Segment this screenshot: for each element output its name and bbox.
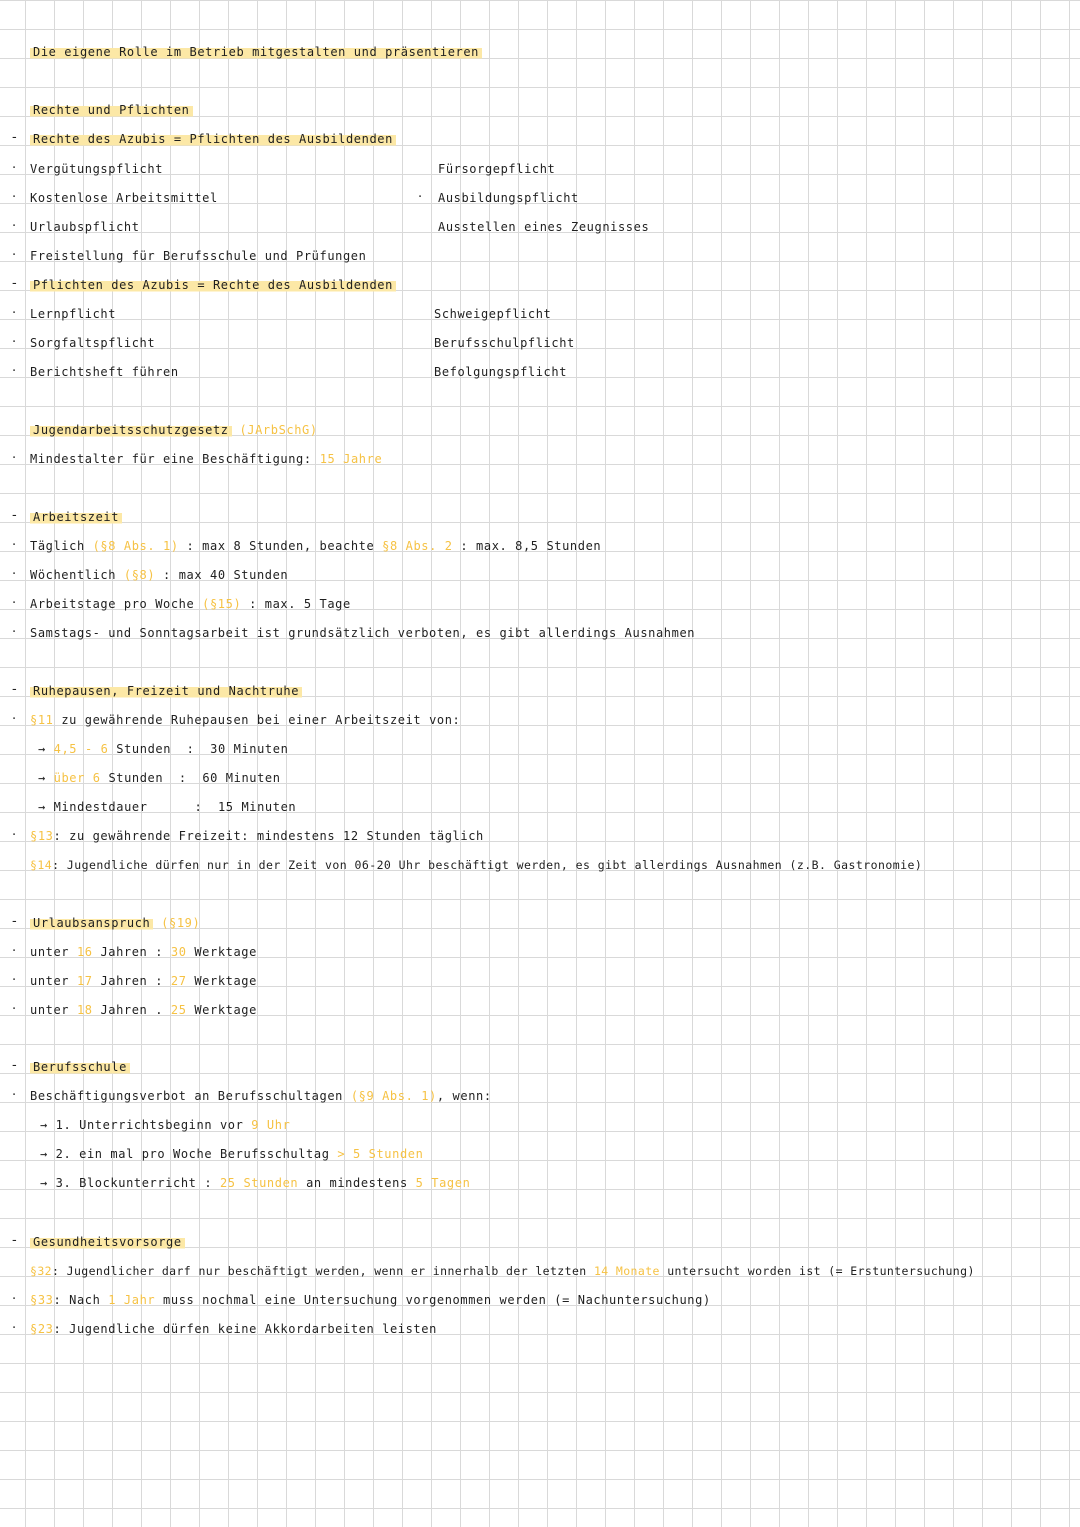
p23-line: §23: Jugendliche dürfen keine Akkordarbeiten leisten [30, 1322, 437, 1336]
pause-row-1: → 4,5 - 6 Stunden : 30 Minuten [38, 742, 289, 756]
dash-marker: - [12, 508, 17, 523]
berufsschule-item-2: → 2. ein mal pro Woche Berufsschultag > 5 Stunden [40, 1147, 424, 1161]
bullet-marker: · [12, 596, 17, 611]
rights-heading: Rechte und Pflichten [30, 102, 193, 118]
dash-marker: - [12, 1058, 17, 1073]
berufsschule-item-3: → 3. Blockunterricht : 25 Stunden an mindestens 5 Tagen [40, 1176, 471, 1190]
berufsschule-heading: Berufsschule [30, 1059, 130, 1075]
arrow-right-icon: → [40, 1147, 48, 1161]
berufsschule-intro: Beschäftigungsverbot an Berufsschultagen (§9 Abs. 1), wenn: [30, 1089, 492, 1103]
ruhe-heading: Ruhepausen, Freizeit und Nachtruhe [30, 683, 302, 699]
jarbschg-heading: Jugendarbeitsschutzgesetz (JArbSchG) [30, 422, 318, 438]
bullet-marker: · [12, 828, 17, 843]
bullet-marker: · [12, 306, 17, 321]
gesundheit-heading: Gesundheitsvorsorge [30, 1234, 185, 1250]
page-title [30, 44, 482, 60]
right-item: Urlaubspflicht [30, 220, 140, 234]
bullet-marker: · [12, 161, 17, 176]
arrow-right-icon: → [38, 800, 46, 814]
p14-line: §14: Jugendliche dürfen nur in der Zeit von 06-20 Uhr beschäftigt werden, es gibt allerdings Ausnahmen (z.B. Gastronomie) [30, 858, 923, 872]
arrow-right-icon: → [40, 1118, 48, 1132]
urlaub-row: unter 18 Jahren . 25 Werktage [30, 1003, 257, 1017]
duty-item: Berichtsheft führen [30, 365, 179, 379]
right-item: Ausbildungspflicht [438, 191, 579, 205]
right-item: Ausstellen eines Zeugnisses [438, 220, 650, 234]
dash-marker: - [12, 130, 17, 145]
p32-line: §32: Jugendlicher darf nur beschäftigt werden, wenn er innerhalb der letzten 14 Monate untersucht worden ist (= Erstuntersuchung) [30, 1264, 975, 1278]
min-age-value: 15 Jahre [319, 452, 383, 466]
p33-line: §33: Nach 1 Jahr muss nochmal eine Untersuchung vorgenommen werden (= Nachuntersuchung) [30, 1293, 711, 1307]
dash-marker: - [12, 276, 17, 291]
pause-row-3: → Mindestdauer : 15 Minuten [38, 800, 297, 814]
bullet-marker: · [12, 451, 17, 466]
duty-item: Sorgfaltspflicht [30, 336, 156, 350]
bullet-marker: · [12, 190, 17, 205]
min-age-line: Mindestalter für eine Beschäftigung: 15 Jahre [30, 452, 383, 466]
bullet-marker: · [12, 712, 17, 727]
dash-marker: - [12, 682, 17, 697]
title-text: Die eigene Rolle im Betrieb mitgestalten und präsentieren [30, 45, 482, 59]
bullet-marker: · [12, 219, 17, 234]
bullet-marker: · [12, 335, 17, 350]
p11-line: §11 zu gewährende Ruhepausen bei einer Arbeitszeit von: [30, 713, 461, 727]
bullet-marker: · [12, 567, 17, 582]
p13-line: §13: zu gewährende Freizeit: mindestens 12 Stunden täglich [30, 829, 484, 843]
duty-item: Schweigepflicht [434, 307, 552, 321]
right-item: Freistellung für Berufsschule und Prüfungen [30, 249, 367, 263]
right-item: Fürsorgepflicht [438, 162, 556, 176]
urlaub-row: unter 17 Jahren : 27 Werktage [30, 974, 257, 988]
weekly-line: Wöchentlich (§8) : max 40 Stunden [30, 568, 289, 582]
bullet-marker: · [418, 190, 423, 205]
bullet-marker: · [12, 1321, 17, 1336]
bullet-marker: · [12, 625, 17, 640]
arrow-right-icon: → [40, 1176, 48, 1190]
azubi-duties-heading: Pflichten des Azubis = Rechte des Ausbildenden [30, 277, 396, 293]
bullet-marker: · [12, 944, 17, 959]
bullet-marker: · [12, 1088, 17, 1103]
duty-item: Befolgungspflicht [434, 365, 568, 379]
bullet-marker: · [12, 973, 17, 988]
urlaub-row: unter 16 Jahren : 30 Werktage [30, 945, 257, 959]
duty-item: Lernpflicht [30, 307, 117, 321]
right-item: Vergütungspflicht [30, 162, 164, 176]
bullet-marker: · [12, 1292, 17, 1307]
weekend-line: Samstags- und Sonntagsarbeit ist grundsätzlich verboten, es gibt allerdings Ausnahmen [30, 626, 696, 640]
bullet-marker: · [12, 538, 17, 553]
bullet-marker: · [12, 248, 17, 263]
bullet-marker: · [12, 1002, 17, 1017]
right-item: Kostenlose Arbeitsmittel [30, 191, 218, 205]
arbeitszeit-heading: Arbeitszeit [30, 509, 122, 525]
bullet-marker: · [12, 364, 17, 379]
arrow-right-icon: → [38, 742, 46, 756]
daily-line: Täglich (§8 Abs. 1) : max 8 Stunden, beachte §8 Abs. 2 : max. 8,5 Stunden [30, 539, 602, 553]
days-line: Arbeitstage pro Woche (§15) : max. 5 Tage [30, 597, 351, 611]
jarbschg-abbr: (JArbSchG) [239, 423, 318, 437]
pause-row-2: → über 6 Stunden : 60 Minuten [38, 771, 281, 785]
dash-marker: - [12, 1233, 17, 1248]
azubi-rights-heading: Rechte des Azubis = Pflichten des Ausbildenden [30, 131, 396, 147]
urlaub-heading: Urlaubsanspruch (§19) [30, 915, 200, 931]
arrow-right-icon: → [38, 771, 46, 785]
duty-item: Berufsschulpflicht [434, 336, 575, 350]
dash-marker: - [12, 914, 17, 929]
berufsschule-item-1: → 1. Unterrichtsbeginn vor 9 Uhr [40, 1118, 291, 1132]
